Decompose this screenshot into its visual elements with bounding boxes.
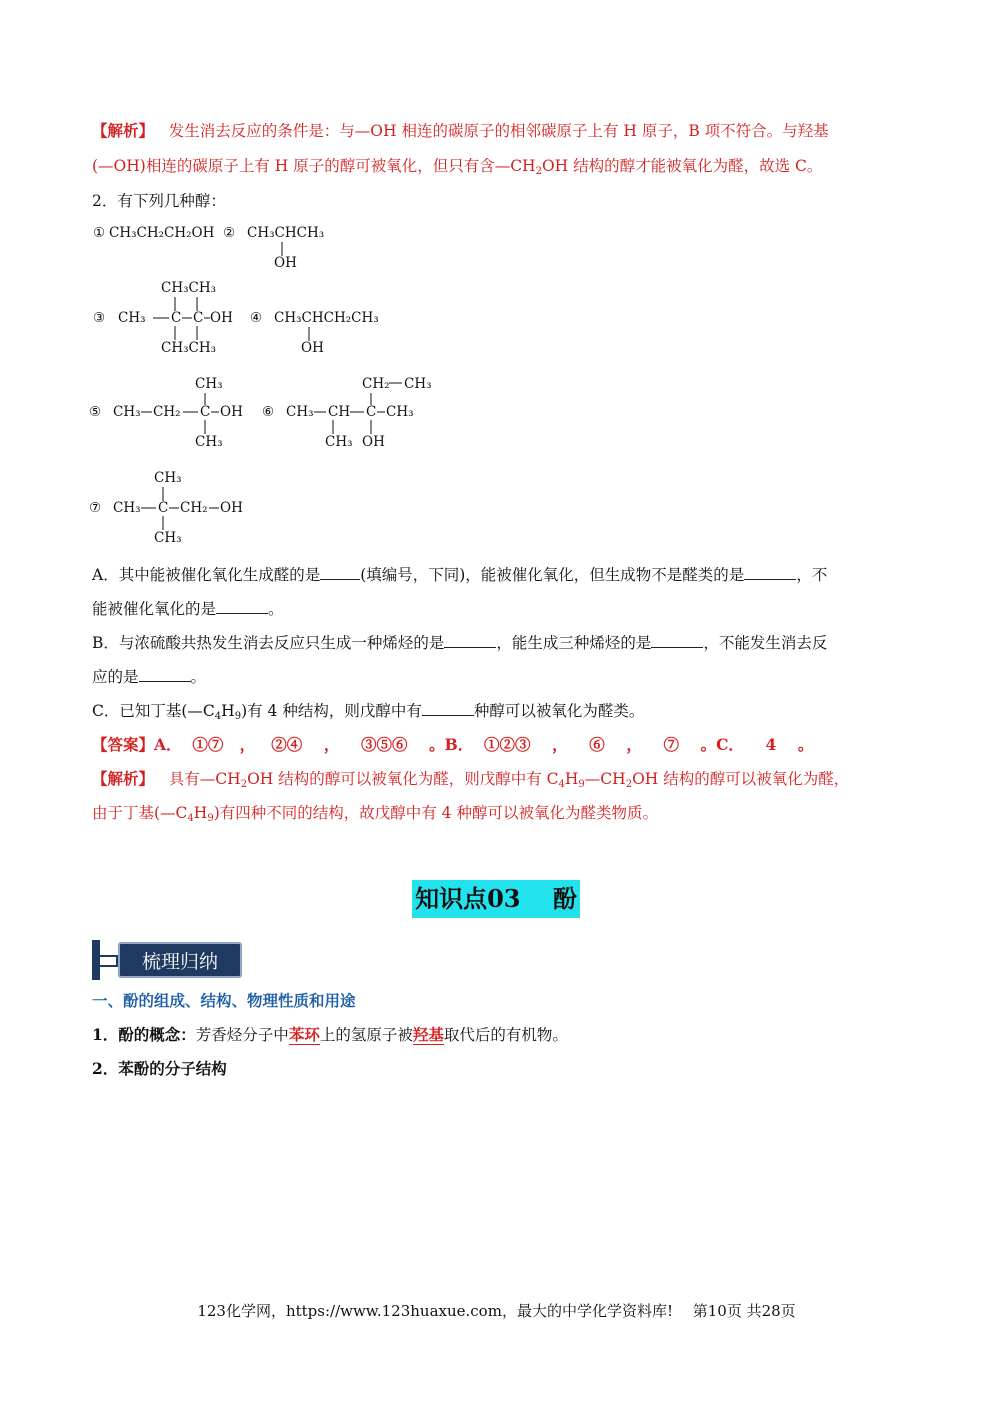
structure-7-bonds — [89, 470, 259, 550]
structure-3-c2: C — [193, 310, 204, 326]
structure-5-top: CH₃ — [195, 376, 223, 392]
structure-7-bottom: CH₃ — [154, 530, 182, 546]
structure-3-left: CH₃ — [118, 310, 146, 326]
analysis-label: 【解析】 — [92, 769, 155, 788]
answer-label: 【答案】 — [92, 735, 155, 754]
structure-4 — [250, 310, 390, 360]
structure-1-2 — [93, 225, 333, 270]
structure-3-right: OH — [210, 310, 233, 326]
structure-3-top: CH₃CH₃ — [161, 280, 217, 296]
structure-2-number: ② — [223, 225, 236, 241]
structure-6-c: C — [366, 404, 377, 420]
structure-1-number: ① — [93, 225, 106, 241]
structure-6-left: CH₃ — [286, 404, 314, 420]
structure-2-bonds — [93, 225, 333, 270]
structure-5-number: ⑤ — [89, 404, 102, 420]
question-b-line-1: B．与浓硫酸共热发生消去反应只生成一种烯烃的是 ，能生成三种烯烃的是 ，不能发生消去反 — [92, 634, 828, 652]
structure-2-formula: CH₃CHCH₃ — [247, 225, 325, 241]
structure-6-below-2: OH — [362, 434, 385, 450]
structure-4-oh: OH — [301, 340, 324, 356]
answer-blank[interactable] — [422, 701, 474, 716]
question-a-line-1: A．其中能被催化氧化生成醛的是 (填编号，下同)，能被催化氧化，但生成物不是醛类的是 ，不 — [92, 566, 828, 584]
analysis-1-line-1: 【解析】 发生消去反应的条件是：与—OH 相连的碳原子的相邻碳原子上有 H 原子，B 项不符合。与羟基 — [92, 121, 829, 140]
question-c: C．已知丁基$(—C_4H_9)$有 4 种结构，则戊醇中有 种醇可以被氧化为醛类。 — [92, 702, 645, 722]
structure-4-formula: CH₃CHCH₂CH₃ — [274, 310, 379, 326]
heading-phenol-composition: 一、酚的组成、结构、物理性质和用途 — [92, 991, 356, 1010]
structure-7-top: CH₃ — [154, 470, 182, 486]
structure-1-formula: CH₃CH₂CH₂OH — [109, 225, 215, 241]
structure-7-mid: CH₂ — [180, 500, 208, 516]
question-b-line-2: 应的是 。 — [92, 668, 207, 686]
question-a-line-2: 能被催化氧化的是 。 — [92, 600, 284, 618]
structure-6-right: CH₃ — [386, 404, 414, 420]
structure-5-c: C — [200, 404, 211, 420]
answer-blank[interactable] — [651, 633, 703, 648]
keyword-benzene-ring: 苯环 — [288, 1025, 320, 1044]
section-label: 梳理归纳 — [118, 942, 242, 978]
structure-3-bonds — [93, 280, 253, 360]
item-2-phenol-structure: 2．苯酚的分子结构 — [92, 1059, 227, 1078]
structure-5-right: OH — [220, 404, 243, 420]
structure-7-left: CH₃ — [113, 500, 141, 516]
answer-blank[interactable] — [444, 633, 496, 648]
item-1-phenol-concept: 1．酚的概念：芳香烃分子中苯环上的氢原子被羟基取代后的有机物。 — [92, 1025, 568, 1044]
answer-blank[interactable] — [744, 565, 796, 580]
structure-2-oh: OH — [274, 255, 297, 271]
answer-blank[interactable] — [216, 599, 268, 614]
keyword-hydroxyl: 羟基 — [412, 1025, 444, 1044]
knowledge-point-title: 知识点03 酚 — [412, 880, 580, 918]
question-2-title: 2．有下列几种醇： — [92, 192, 226, 210]
structure-3-c1: C — [171, 310, 182, 326]
structure-6-ch: CH — [328, 404, 351, 420]
structure-4-number: ④ — [250, 310, 263, 326]
analysis-2-line-1: 【解析】 具有$—CH_2OH$ 结构的醇可以被氧化为醛，则戊醇中有 $C_4H_9—CH_2OH$ 结构的醇可以被氧化为醛， — [92, 769, 850, 790]
answer-blank[interactable] — [139, 667, 191, 682]
page-footer: 123化学网，https://www.123huaxue.com，最大的中学化学资料库! 第10页 共28页 — [197, 1302, 796, 1320]
structure-3 — [93, 280, 253, 360]
analysis-1-line-2: (—OH)相连的碳原子上有 H 原子的醇可被氧化，但只有含$—CH_2OH$ 结构的醇才能被氧化为醛，故选 C。 — [92, 157, 823, 177]
structure-3-number: ③ — [93, 310, 106, 326]
structure-7-right: OH — [220, 500, 243, 516]
structure-6 — [262, 376, 442, 456]
analysis-label: 【解析】 — [92, 121, 155, 140]
answer-blank[interactable] — [320, 565, 360, 580]
structure-5 — [89, 376, 259, 456]
section-hook-icon — [100, 955, 118, 967]
structure-7-number: ⑦ — [89, 500, 102, 516]
structure-6-bonds — [262, 376, 442, 456]
structure-6-number: ⑥ — [262, 404, 275, 420]
structure-6-below-1: CH₃ — [325, 434, 353, 450]
structure-7 — [89, 470, 259, 550]
structure-5-mid: CH₂ — [153, 404, 181, 420]
structure-6-topright: CH₃ — [404, 376, 432, 392]
structure-5-left: CH₃ — [113, 404, 141, 420]
structure-7-c: C — [158, 500, 169, 516]
structure-6-top: CH₂ — [362, 376, 390, 392]
answer-line: 【答案】A． ①⑦ ， ②④ ， ③⑤⑥ 。B． ①②③ ， ⑥ ， ⑦ 。C． 4 。 — [92, 735, 814, 754]
structure-3-bottom: CH₃CH₃ — [161, 340, 217, 356]
section-bracket-icon — [92, 940, 100, 980]
analysis-2-line-2: 由于丁基$(—C_4H_9)$有四种不同的结构，故戊醇中有 4 种醇可以被氧化为醛类物质。 — [92, 804, 658, 824]
structure-5-bonds — [89, 376, 259, 456]
structure-5-bottom: CH₃ — [195, 434, 223, 450]
